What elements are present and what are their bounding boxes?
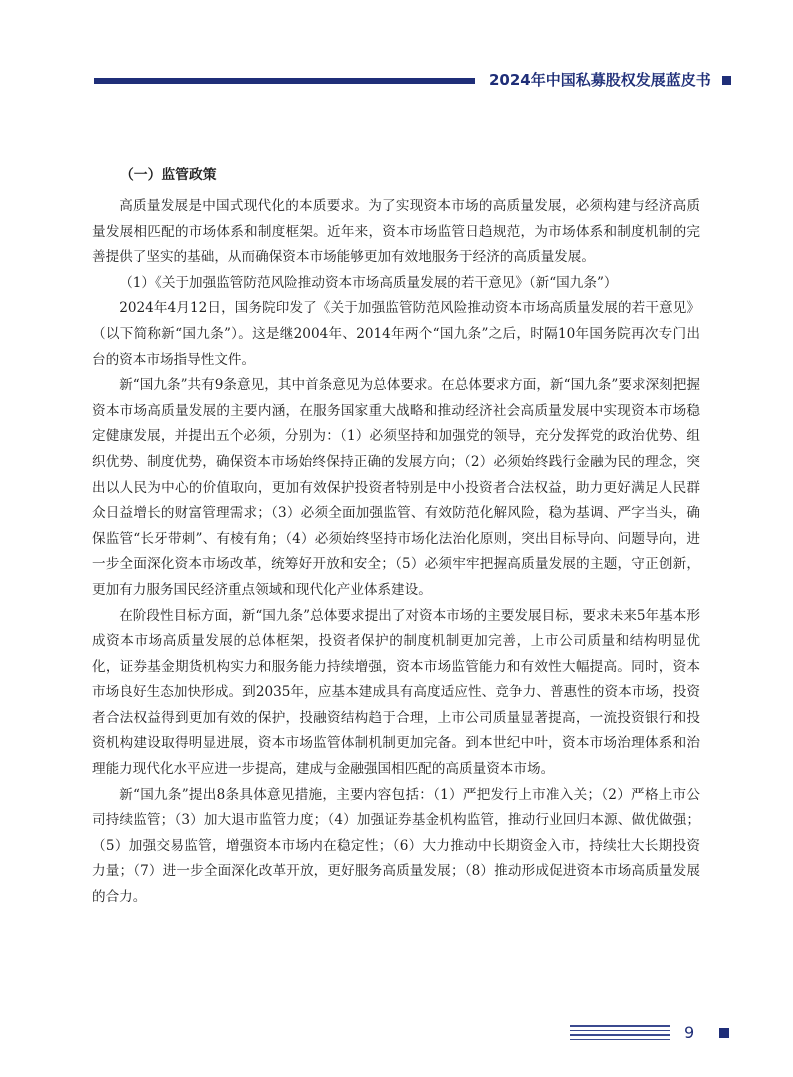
running-header-title: 2024年中国私募股权发展蓝皮书 <box>489 71 711 89</box>
page-number: 9 <box>684 1023 695 1042</box>
paragraph-subheading: （1）《关于加强监管防范风险推动资本市场高质量发展的若干意见》（新“国九条”） <box>119 274 618 291</box>
paragraph-general-requirements: 新“国九条”共有9条意见，其中首条意见为总体要求。在总体要求方面，新“国九条”要求深刻把握资本市场高质量发展的主要内涵，在服务国家重大战略和推动经济社会高质量发展中实现资本市场稳定健康发展，并提出五个必须，分别为：（1）必须坚持和加强党的领导，充分发挥党的政治优势、组织优势、制度优势，确保资本市场始终保持正确的发展方向；（2）必须始终践行金融为民的理念，突出以人民为中心的价值取向，更加有效保护投资者特别是中小投资者合法权益，助力更好满足人民群众日益增长的财富管理需求；（3）必须全面加强监管、有效防范化解风险，稳为基调、严字当头，确保监管“长牙带刺”、有棱有角；（4）必须始终坚持市场化法治化原则，突出目标导向、问题导向，进一步全面深化资本市场改革，统筹好开放和安全；（5）必须牢牢把握高质量发展的主题，守正创新，更加有力服务国民经济重点领域和现代化产业体系建设。 <box>92 377 700 598</box>
section-heading: （一）监管政策 <box>120 167 217 183</box>
footer-square-marker <box>719 1028 729 1038</box>
header-square-marker <box>722 76 731 85</box>
header-rule-bar <box>94 78 475 84</box>
paragraph-background: 2024年4月12日，国务院印发了《关于加强监管防范风险推动资本市场高质量发展的若干意见》（以下简称新“国九条”）。这是继2004年、2014年两个“国九条”之后，时隔10年国务院再次专门出台的资本市场指导性文件。 <box>92 300 700 368</box>
footer-decorative-lines <box>570 1025 670 1043</box>
paragraph-measures: 新“国九条”提出8条具体意见措施，主要内容包括：（1）严把发行上市准入关；（2）严格上市公司持续监管；（3）加大退市监管力度；（4）加强证券基金机构监管，推动行业回归本源、做优做强；（5）加强交易监管，增强资本市场内在稳定性；（6）大力推动中长期资金入市，持续壮大长期投资力量；（7）进一步全面深化改革开放，更好服务高质量发展；（8）推动形成促进资本市场高质量发展的合力。 <box>92 786 700 906</box>
paragraph-intro: 高质量发展是中国式现代化的本质要求。为了实现资本市场的高质量发展，必须构建与经济高质量发展相匹配的市场体系和制度框架。近年来，资本市场监管日趋规范，为市场体系和制度机制的完善提供了坚实的基础，从而确保资本市场能够更加有效地服务于经济的高质量发展。 <box>92 198 700 266</box>
main-content <box>92 160 700 911</box>
paragraph-stage-goals: 在阶段性目标方面，新“国九条”总体要求提出了对资本市场的主要发展目标，要求未来5年基本形成资本市场高质量发展的总体框架，投资者保护的制度机制更加完善，上市公司质量和结构明显优化，证券基金期货机构实力和服务能力持续增强，资本市场监管能力和有效性大幅提高。同时，资本市场良好生态加快形成。到2035年，应基本建成具有高度适应性、竞争力、普惠性的资本市场，投资者合法权益得到更加有效的保护，投融资结构趋于合理，上市公司质量显著提高，一流投资银行和投资机构建设取得明显进展，资本市场监管体制机制更加完备。到本世纪中叶，资本市场治理体系和治理能力现代化水平应进一步提高，建成与金融强国相匹配的高质量资本市场。 <box>92 607 700 778</box>
